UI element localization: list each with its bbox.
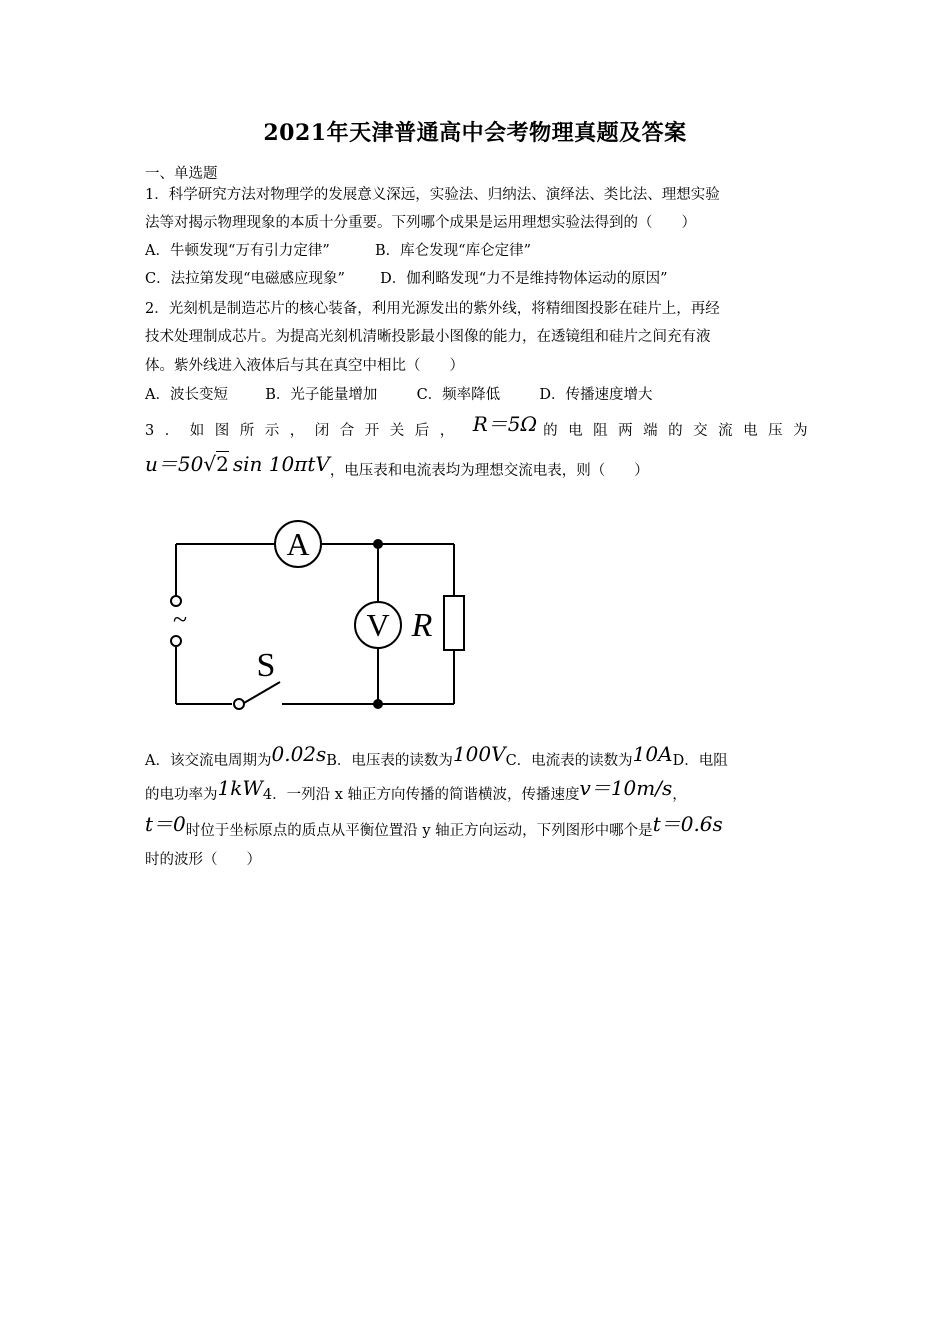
q1-options-row1 (145, 241, 810, 261)
q1-option-b: B．库仑发现“库仑定律” (375, 243, 531, 259)
q2-option-c: C．频率降低 (416, 387, 501, 403)
q2-options-row (145, 385, 810, 405)
ac-source-symbol: ~ (172, 605, 188, 634)
q2-option-b: B．光子能量增加 (265, 387, 378, 403)
q1-option-d: D．伽利略发现“力不是维持物体运动的原因” (380, 271, 668, 287)
q3-voltage-formula: u＝50√2 sin 10πtV (145, 452, 330, 476)
q4-mid: 时位于坐标原点的质点从平衡位置沿 y 轴正方向运动，下列图形中哪个是 (185, 823, 653, 839)
q3-lead: 3．如图所示，闭合开关后， (145, 423, 465, 439)
q4-time-zero-formula: t＝0 (145, 812, 186, 836)
q2-stem-line3: 体。紫外线进入液体后与其在真空中相比（ ） (145, 358, 464, 374)
resistor-label: R (411, 607, 433, 644)
q4-time-formula: t＝0.6s (652, 812, 723, 836)
q3-option-b-value: 100V (452, 742, 506, 766)
q2-stem-line1: 2．光刻机是制造芯片的核心装备，利用光源发出的紫外线，将精细图投影在硅片上，再经 (145, 301, 720, 317)
q3-option-c-value: 10A (632, 742, 673, 766)
page-title: 2021年天津普通高中会考物理真题及答案 (263, 120, 687, 146)
q3-option-a-text: A．该交流电周期为 (145, 753, 272, 769)
q1-option-a: A．牛顿发现“万有引力定律” (145, 243, 330, 259)
q3-options-row1 (145, 742, 810, 771)
q1-options-row2 (145, 269, 810, 289)
q3-option-d-text2: 的电功率为 (145, 787, 218, 803)
q3-option-c-text: C．电流表的读数为 (505, 753, 633, 769)
q4-comma: ， (672, 787, 687, 803)
q4-lead: 4．一列沿 x 轴正方向传播的简谐横波，传播速度 (262, 787, 580, 803)
q3-voltage-part-c: sin 10πtV (232, 452, 330, 476)
q1-stem-line1: 1．科学研究方法对物理学的发展意义深远，实验法、归纳法、演绎法、类比法、理想实验 (145, 187, 720, 203)
q3-mid: 的电阻两端的交流电压为 (543, 423, 819, 439)
q1-option-c: C．法拉第发现“电磁感应现象” (145, 271, 345, 287)
q1-stem-line2: 法等对揭示物理现象的本质十分重要。下列哪个成果是运用理想实验法得到的（ ） (145, 215, 696, 231)
voltmeter-label: V (366, 607, 390, 643)
q3-voltage-radicand: 2 (216, 452, 229, 476)
q3-voltage-part-a: u＝50 (145, 452, 204, 476)
q3-stem-line2 (145, 452, 810, 481)
q3-resistance-formula: R＝5Ω (472, 412, 538, 436)
switch-blade (244, 682, 280, 703)
q3-option-a-value: 0.02s (271, 742, 327, 766)
ammeter-label: A (286, 526, 310, 562)
junction-top (373, 539, 383, 549)
q3-tail: ，电压表和电流表均为理想交流电表，则（ ） (329, 463, 649, 479)
junction-bottom (373, 699, 383, 709)
q4-stem-line2 (145, 812, 810, 841)
q3-option-d-value: 1kW (217, 776, 263, 800)
resistor-symbol (444, 596, 464, 650)
q2-option-d: D．传播速度增大 (539, 387, 653, 403)
q4-stem-line3: 时的波形（ ） (145, 852, 261, 868)
q2-stem-line2: 技术处理制成芯片。为提高光刻机清晰投影最小图像的能力，在透镜组和硅片之间充有液 (145, 329, 711, 345)
source-terminal-bottom (171, 636, 181, 646)
q2-option-a: A．波长变短 (145, 387, 228, 403)
section-heading: 一、单选题 (145, 166, 218, 182)
q4-velocity-formula: v＝10m/s (579, 776, 673, 800)
q3-options-row2 (145, 776, 810, 805)
q3-option-d-text1: D．电阻 (672, 753, 728, 769)
switch-label: S (256, 647, 276, 684)
circuit-diagram (160, 510, 480, 720)
switch-terminal (234, 699, 244, 709)
q3-option-b-text: B．电压表的读数为 (326, 753, 453, 769)
q3-stem-line1 (145, 412, 819, 441)
